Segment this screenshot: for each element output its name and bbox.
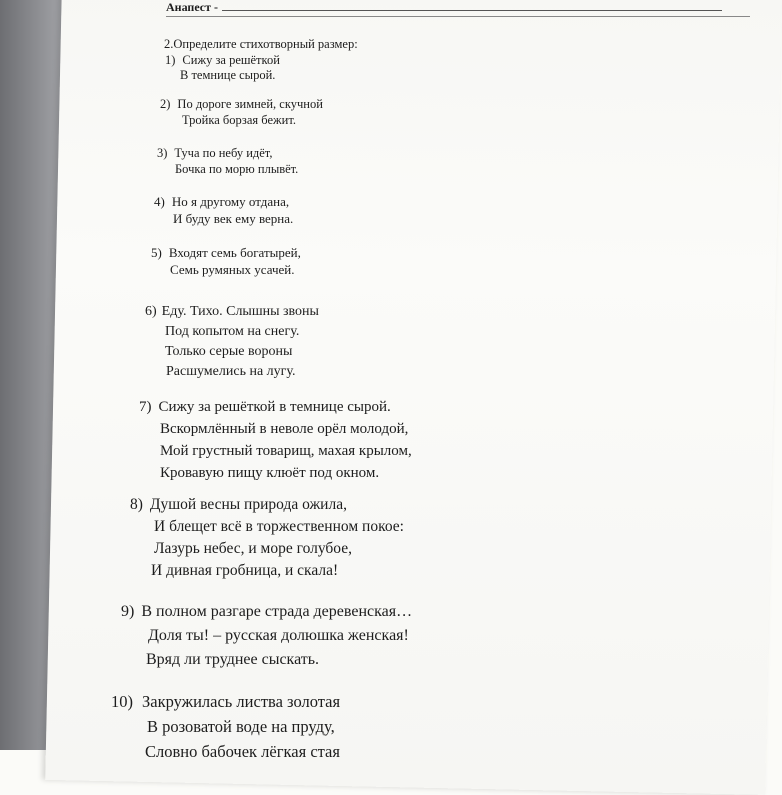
poem-line: И дивная гробница, и скала! bbox=[151, 562, 339, 579]
poem-number: 6) bbox=[145, 304, 157, 319]
poem-item-4 bbox=[154, 193, 293, 227]
poem-number: 1) bbox=[165, 53, 176, 67]
poem-line: Кровавую пищу клюёт под окном. bbox=[160, 465, 380, 481]
anapest-answer-line bbox=[166, 0, 722, 15]
poem-number: 7) bbox=[139, 399, 152, 415]
poem-line: Сижу за решёткой bbox=[182, 53, 280, 67]
poem-line: Душой весны природа ожила, bbox=[149, 496, 347, 513]
poem-line: Только серые вороны bbox=[165, 344, 293, 359]
poem-line: Входят семь богатырей, bbox=[168, 245, 301, 260]
poem-line: Под копытом на снегу. bbox=[165, 324, 300, 339]
poem-line: Вряд ли труднее сыскать. bbox=[146, 651, 320, 668]
poem-line: Туча по небу идёт, bbox=[174, 146, 273, 160]
poem-number: 10) bbox=[111, 692, 133, 711]
poem-line: Словно бабочек лёгкая стая bbox=[145, 742, 340, 761]
poem-item-7 bbox=[139, 396, 412, 484]
poem-line: В темнице сырой. bbox=[180, 68, 276, 82]
poem-line: В розоватой воде на пруду, bbox=[147, 717, 335, 736]
task-heading: 2.Определите стихотворный размер: bbox=[164, 37, 358, 51]
poem-line: Семь румяных усачей. bbox=[170, 262, 295, 277]
poem-line: По дороге зимней, скучной bbox=[177, 97, 323, 111]
poem-item-5 bbox=[151, 244, 301, 278]
poem-number: 8) bbox=[130, 496, 143, 513]
poem-line: Сижу за решёткой в темнице сырой. bbox=[158, 399, 391, 415]
anapest-label: Анапест - bbox=[166, 0, 219, 14]
poem-item-6 bbox=[145, 302, 319, 382]
poem-line: И блещет всё в торжественном покое: bbox=[154, 518, 404, 535]
poem-line: Бочка по морю плывёт. bbox=[175, 162, 299, 176]
poem-line: Но я другому отдана, bbox=[171, 194, 290, 209]
poem-line: Закружилась листва золотая bbox=[142, 692, 341, 711]
poem-line: Лазурь небес, и море голубое, bbox=[154, 540, 352, 557]
poem-number: 5) bbox=[151, 245, 162, 260]
answer-rule bbox=[166, 16, 750, 17]
poem-line: В полном разгаре страда деревенская… bbox=[141, 603, 413, 620]
poem-line: Мой грустный товарищ, махая крылом, bbox=[160, 443, 412, 459]
poem-number: 2) bbox=[160, 97, 171, 111]
poem-line: Вскормлённый в неволе орёл молодой, bbox=[160, 421, 409, 437]
poem-line: Расшумелись на лугу. bbox=[166, 364, 296, 379]
answer-blank bbox=[222, 2, 722, 11]
poem-number: 3) bbox=[157, 146, 168, 160]
poem-number: 9) bbox=[121, 603, 135, 620]
poem-number: 4) bbox=[154, 194, 165, 209]
poem-line: И буду век ему верна. bbox=[173, 211, 294, 226]
poem-line: Еду. Тихо. Слышны звоны bbox=[161, 304, 319, 319]
poem-line: Тройка борзая бежит. bbox=[182, 113, 296, 127]
poem-item-3 bbox=[157, 145, 298, 177]
poem-line: Доля ты! – русская долюшка женская! bbox=[148, 627, 409, 644]
poem-item-8 bbox=[130, 494, 404, 582]
poem-item-9 bbox=[121, 600, 412, 672]
poem-item-10 bbox=[111, 689, 340, 764]
poem-item-1 bbox=[165, 53, 280, 83]
poem-item-2 bbox=[160, 96, 323, 128]
